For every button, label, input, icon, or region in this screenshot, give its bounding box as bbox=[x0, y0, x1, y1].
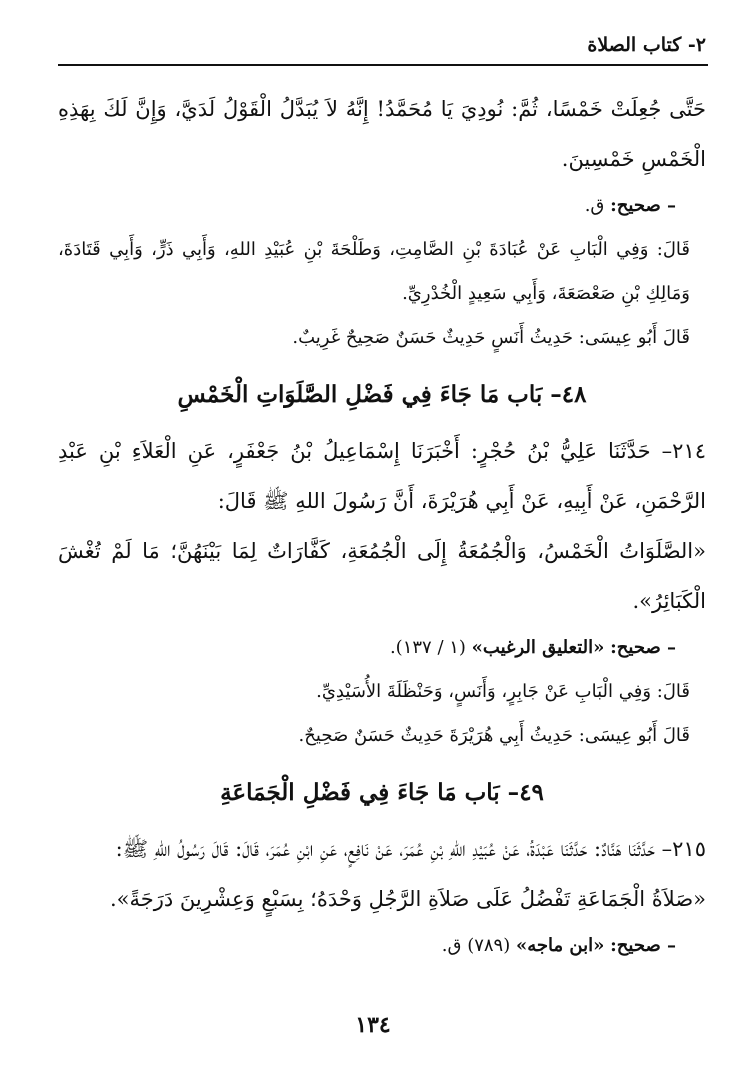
chapter-heading-49: ٤٩– بَاب مَا جَاءَ فِي فَضْلِ الْجَمَاعَةِ bbox=[220, 779, 544, 806]
grading-reference: (١ / ١٣٧). bbox=[389, 637, 466, 658]
hadith-continuation: حَتَّى جُعِلَتْ خَمْسًا، ثُمَّ: نُودِيَ يَا مُحَمَّدُ! إِنَّهُ لاَ يُبَدَّلُ الْقَوْلُ لَدَيَّ، وَإِنَّ لَكَ بِهَذِهِ الْخَمْسِ خَمْسِينَ. bbox=[58, 97, 706, 171]
grading-line bbox=[58, 924, 706, 968]
hadith-215-matn: «صَلاَةُ الْجَمَاعَةِ تَفْضُلُ عَلَى صَلاَةِ الرَّجُلِ وَحْدَهُ؛ بِسَبْعٍ وَعِشْرِينَ دَرَجَةً». bbox=[109, 887, 706, 911]
chapter-note: قَالَ: وَفِي الْبَابِ عَنْ جَابِرٍ، وَأَنَسٍ، وَحَنْظَلَةَ الأُسَيْدِيِّ. bbox=[316, 681, 690, 702]
grading-reference: (٧٨٩) ق. bbox=[441, 935, 511, 956]
grading-line bbox=[58, 626, 706, 670]
grading-text: ق. bbox=[584, 195, 605, 216]
grading-label: – صحيح: bbox=[610, 935, 676, 956]
grading-source: «ابن ماجه» bbox=[516, 935, 605, 956]
hadith-214-matn: «الصَّلَوَاتُ الْخَمْسُ، وَالْجُمُعَةُ إِلَى الْجُمُعَةِ، كَفَّارَاتٌ لِمَا بَيْنَهُنَّ؛ مَا لَمْ تُغْشَ الْكَبَائِرُ». bbox=[58, 539, 706, 613]
grading-line bbox=[58, 184, 706, 228]
running-header-title: ٢- كتاب الصلاة bbox=[587, 34, 706, 56]
tirmidhi-verdict: قَالَ أَبُو عِيسَى: حَدِيثُ أَبِي هُرَيْرَةَ حَدِيثٌ حَسَنٌ صَحِيحٌ. bbox=[298, 725, 690, 746]
hadith-number: ٢١٥– bbox=[661, 837, 706, 861]
tirmidhi-verdict: قَالَ أَبُو عِيسَى: حَدِيثُ أَنَسٍ حَدِيثٌ حَسَنٌ صَحِيحٌ غَرِيبٌ. bbox=[292, 327, 690, 348]
hadith-isnad-text: حَدَّثَنَا عَلِيُّ بْنُ حُجْرٍ: أَخْبَرَنَا إِسْمَاعِيلُ بْنُ جَعْفَرٍ، عَنِ الْعَلاَءِ بْنِ عَبْدِ الرَّحْمَنِ، عَنْ أَبِيهِ، عَنْ أَبِي هُرَيْرَةَ، أَنَّ رَسُولَ اللهِ ﷺ قَالَ: bbox=[58, 439, 706, 513]
grading-label: – صحيح: bbox=[610, 637, 676, 658]
chapter-heading-48: ٤٨– بَاب مَا جَاءَ فِي فَضْلِ الصَّلَوَاتِ الْخَمْسِ bbox=[177, 381, 587, 408]
hadith-214-isnad bbox=[58, 426, 706, 526]
hadith-number: ٢١٤– bbox=[661, 439, 707, 463]
hadith-isnad-text: حَدَّثَنَا هَنَّادٌ: حَدَّثَنَا عَبْدَةُ، عَنْ عُبَيْدِ اللهِ بْنِ عُمَرَ، عَنْ نَافِعٍ، عَنِ ابْنِ عُمَرَ، قَالَ: قَالَ رَسُولُ اللهِ ﷺ: bbox=[115, 837, 655, 861]
page-number: ١٣٤ bbox=[355, 1012, 391, 1038]
grading-source: «التعليق الرغيب» bbox=[471, 637, 605, 658]
header-rule bbox=[58, 64, 708, 66]
hadith-215-isnad bbox=[58, 824, 706, 874]
grading-label: – صحيح: bbox=[610, 195, 676, 216]
page-body bbox=[58, 84, 706, 968]
chapter-note: قَالَ: وَفِي الْبَابِ عَنْ عُبَادَةَ بْنِ الصَّامِتِ، وَطَلْحَةَ بْنِ عُبَيْدِ اللهِ، وَأَبِي ذَرٍّ، وَأَبِي قَتَادَةَ، وَمَالِكِ بْنِ صَعْصَعَةَ، وَأَبِي سَعِيدٍ الْخُدْرِيِّ. bbox=[58, 239, 690, 304]
